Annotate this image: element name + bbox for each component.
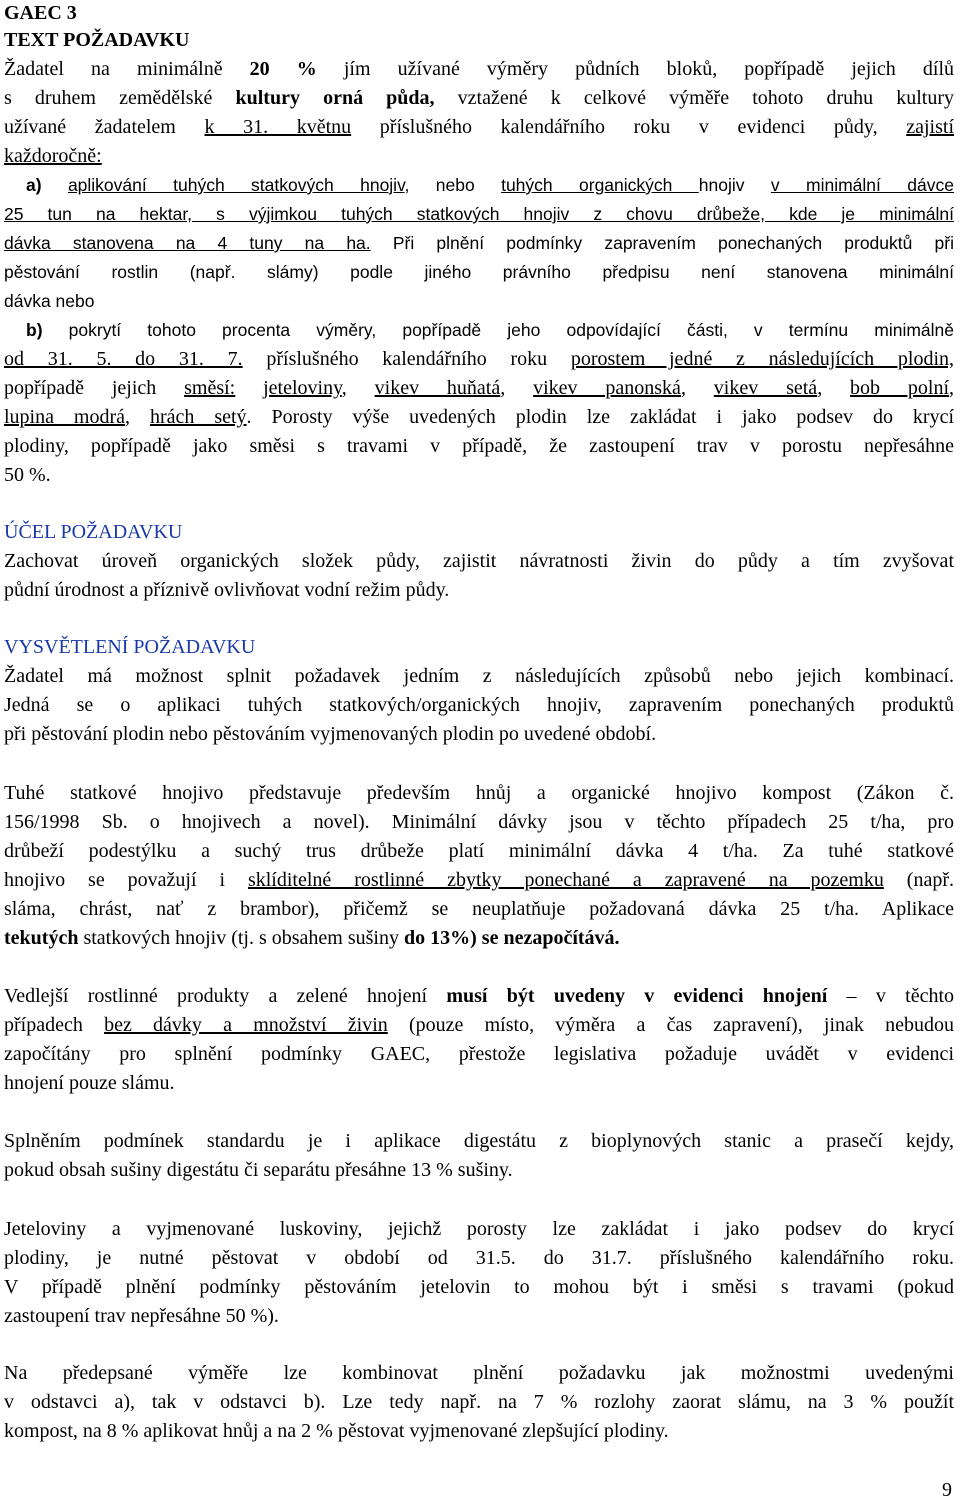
requirement-line: dávka nebo (4, 291, 95, 311)
explanation-line: Na předepsané výměře lze kombinovat plnění požadavku jak možnostmi uvedenými (4, 1362, 954, 1384)
section-heading-requirement: TEXT POŽADAVKU (4, 29, 190, 51)
explanation-line: Jedná se o aplikaci tuhých statkových/organických hnojiv, zapravením ponechaných produktů (4, 694, 954, 716)
requirement-item-b: b) pokrytí tohoto procenta výměry, popřípadě jeho odpovídající části, v termínu minimálně (26, 320, 954, 340)
explanation-line: Splněním podmínek standardu je i aplikace digestátu z bioplynových stanic a prasečí kejdy, (4, 1130, 954, 1152)
requirement-item-a-line: dávka stanovena na 4 tuny na ha. Při plnění podmínky zapravením ponechaných produktů při (4, 233, 954, 253)
section-heading-explanation: VYSVĚTLENÍ POŽADAVKU (4, 636, 256, 658)
requirement-item-a-line: 25 tun na hektar, s výjimkou tuhých statkových hnojiv z chovu drůbeže, kde je minimální (4, 204, 954, 224)
explanation-line: v odstavci a), tak v odstavci b). Lze tedy např. na 7 % rozlohy zaorat slámu, na 3 % použít (4, 1391, 954, 1413)
explanation-line: případech bez dávky a množství živin (pouze místo, výměra a čas zapravení), jinak nebudou (4, 1014, 955, 1036)
requirement-line: Žadatel na minimálně 20 % jím užívané výměry půdních bloků, popřípadě jejich dílů (4, 58, 955, 80)
purpose-line: půdní úrodnost a příznivě ovlivňovat vodní režim půdy. (4, 579, 450, 601)
explanation-line: zastoupení trav nepřesáhne 50 %). (4, 1305, 279, 1327)
gaec-title: GAEC 3 (4, 2, 77, 24)
explanation-line: Vedlejší rostlinné produkty a zelené hnojení musí být uvedeny v evidenci hnojení – v těchto (4, 985, 955, 1007)
explanation-line: započítány pro splnění podmínky GAEC, přestože legislativa požaduje uvádět v evidenci (4, 1043, 954, 1065)
explanation-line: Žadatel má možnost splnit požadavek jedním z následujících způsobů nebo jejich kombinací. (4, 665, 954, 687)
explanation-line: při pěstování plodin nebo pěstováním vyjmenovaných plodin po uvedené období. (4, 723, 657, 745)
requirement-line: s druhem zemědělské kultury orná půda, vztažené k celkové výměře tohoto druhu kultury (4, 87, 954, 109)
explanation-line: Jeteloviny a vyjmenované luskoviny, jejichž porosty lze zakládat i jako podsev do krycí (4, 1218, 954, 1240)
requirement-item-b-line: 50 %. (4, 464, 51, 486)
requirement-line: každoročně: (4, 145, 102, 167)
requirement-item-b-line: popřípadě jejich směsí: jeteloviny, vikev huňatá, vikev panonská, vikev setá, bob polní, (4, 377, 955, 399)
requirement-item-a: a) aplikování tuhých statkových hnojiv, nebo tuhých organických hnojiv v minimální dávce (26, 175, 954, 195)
requirement-line: pěstování rostlin (např. slámy) podle jiného právního předpisu není stanovena minimální (4, 262, 954, 282)
section-heading-purpose: ÚČEL POŽADAVKU (4, 521, 183, 543)
explanation-line: kompost, na 8 % aplikovat hnůj a na 2 % pěstovat vyjmenované zlepšující plodiny. (4, 1420, 669, 1442)
explanation-line: plodiny, je nutné pěstovat v období od 31.5. do 31.7. příslušného kalendářního roku. (4, 1247, 954, 1269)
page-number: 9 (942, 1479, 952, 1501)
explanation-line: sláma, chrást, nať z brambor), přičemž se neuplatňuje požadovaná dávka 25 t/ha. Aplikace (4, 898, 954, 920)
explanation-line: hnojení pouze slámu. (4, 1072, 175, 1094)
requirement-item-b-line: plodiny, popřípadě jako směsi s travami v případě, že zastoupení trav v porostu nepřesáhne (4, 435, 954, 457)
explanation-line: Tuhé statkové hnojivo představuje především hnůj a organické hnojivo kompost (Zákon č. (4, 782, 954, 804)
requirement-item-b-line: od 31. 5. do 31. 7. příslušného kalendářního roku porostem jedné z následujících plodin, (4, 348, 955, 370)
requirement-line: užívané žadatelem k 31. květnu příslušného kalendářního roku v evidenci půdy, zajistí (4, 116, 954, 138)
explanation-line: hnojivo se považují i sklíditelné rostlinné zbytky ponechané a zapravené na pozemku (např. (4, 869, 954, 891)
explanation-line: V případě plnění podmínky pěstováním jetelovin to mohou být i směsi s travami (pokud (4, 1276, 954, 1298)
requirement-item-b-line: lupina modrá, hrách setý. Porosty výše uvedených plodin lze zakládat i jako podsev do krycí (4, 406, 955, 428)
explanation-line: pokud obsah sušiny digestátu či separátu přesáhne 13 % sušiny. (4, 1159, 513, 1181)
explanation-line: 156/1998 Sb. o hnojivech a novel). Minimální dávky jsou v těchto případech 25 t/ha, pro (4, 811, 954, 833)
explanation-line: drůbeží podestýlku a suchý trus drůbeže platí minimální dávka 4 t/ha. Za tuhé statkové (4, 840, 954, 862)
explanation-line: tekutých statkových hnojiv (tj. s obsahem sušiny do 13%) se nezapočítává. (4, 927, 620, 949)
purpose-line: Zachovat úroveň organických složek půdy, zajistit návratnosti živin do půdy a tím zvyšovat (4, 550, 954, 572)
